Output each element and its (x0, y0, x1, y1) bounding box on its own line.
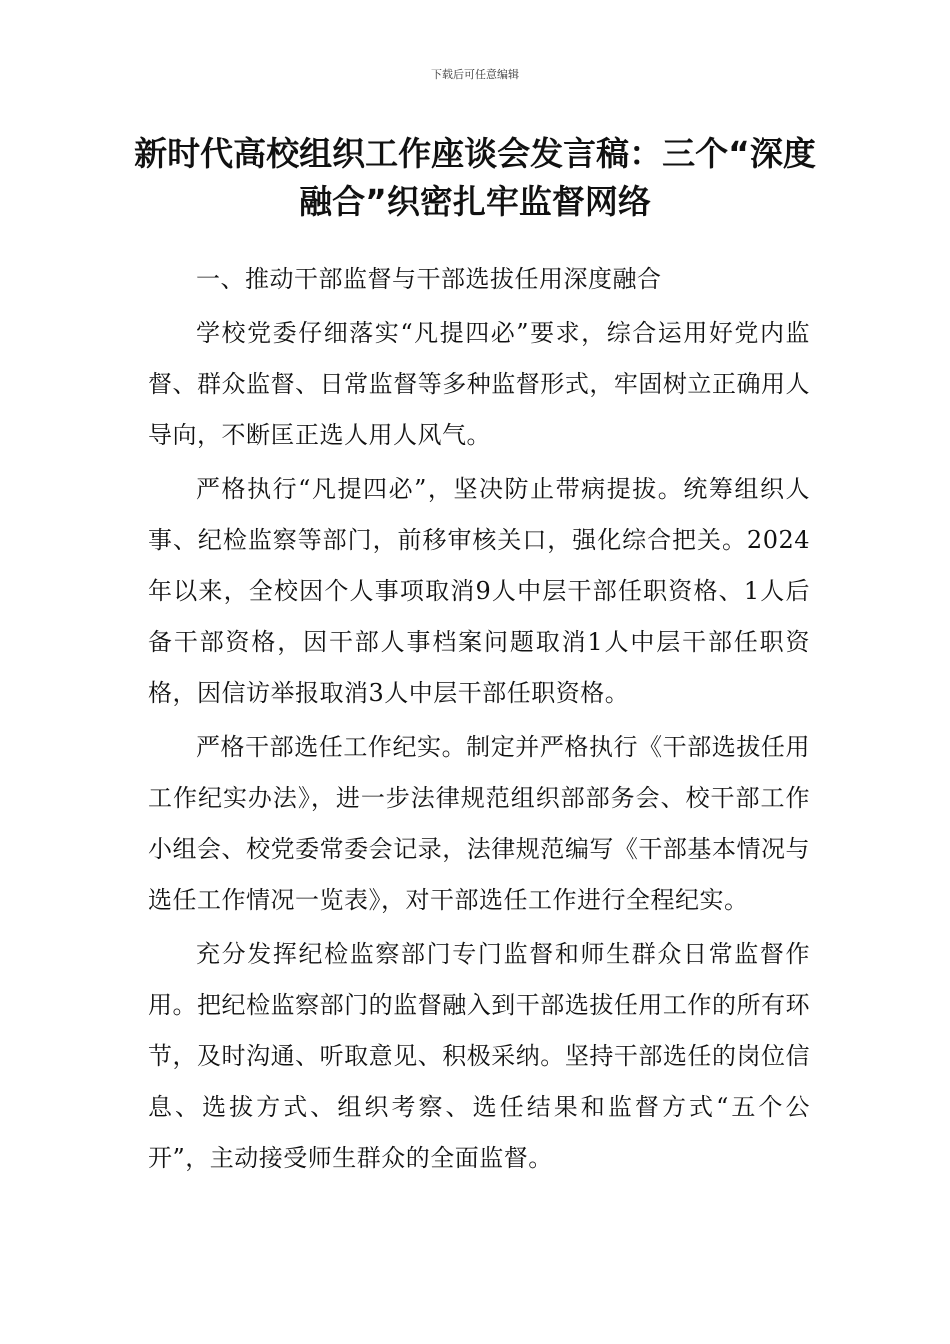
document-body (148, 254, 810, 1187)
header-note: 下载后可任意编辑 (431, 68, 519, 81)
paragraph-intro: 学校党委仔细落实“凡提四必”要求，综合运用好党内监督、群众监督、日常监督等多种监督形式，牢固树立正确用人导向，不断匡正选人用人风气。 (148, 319, 810, 449)
document-title: 新时代高校组织工作座谈会发言稿：三个“深度融合”织密扎牢监督网络 (134, 134, 816, 221)
paragraph-supervision-role: 充分发挥纪检监察部门专门监督和师生群众日常监督作用。把纪检监察部门的监督融入到干部选拔任用工作的所有环节，及时沟通、听取意见、积极采纳。坚持干部选任的岗位信息、选拔方式、组织考察、选任结果和监督方式“五个公开”，主动接受师生群众的全面监督。 (148, 940, 810, 1172)
paragraph-selection-record: 严格干部选任工作纪实。制定并严格执行《干部选拔任用工作纪实办法》，进一步法律规范组织部部务会、校干部工作小组会、校党委常委会记录，法律规范编写《干部基本情况与选任工作情况一览表》，对干部选任工作进行全程纪实。 (148, 733, 810, 914)
section-heading-1: 一、推动干部监督与干部选拔任用深度融合 (196, 265, 662, 293)
paragraph-fanti-sibi: 严格执行“凡提四必”，坚决防止带病提拔。统筹组织人事、纪检监察等部门，前移审核关口，强化综合把关。2024年以来，全校因个人事项取消9人中层干部任职资格、1人后备干部资格，因干部人事档案问题取消1人中层干部任职资格，因信访举报取消3人中层干部任职资格。 (148, 475, 810, 707)
